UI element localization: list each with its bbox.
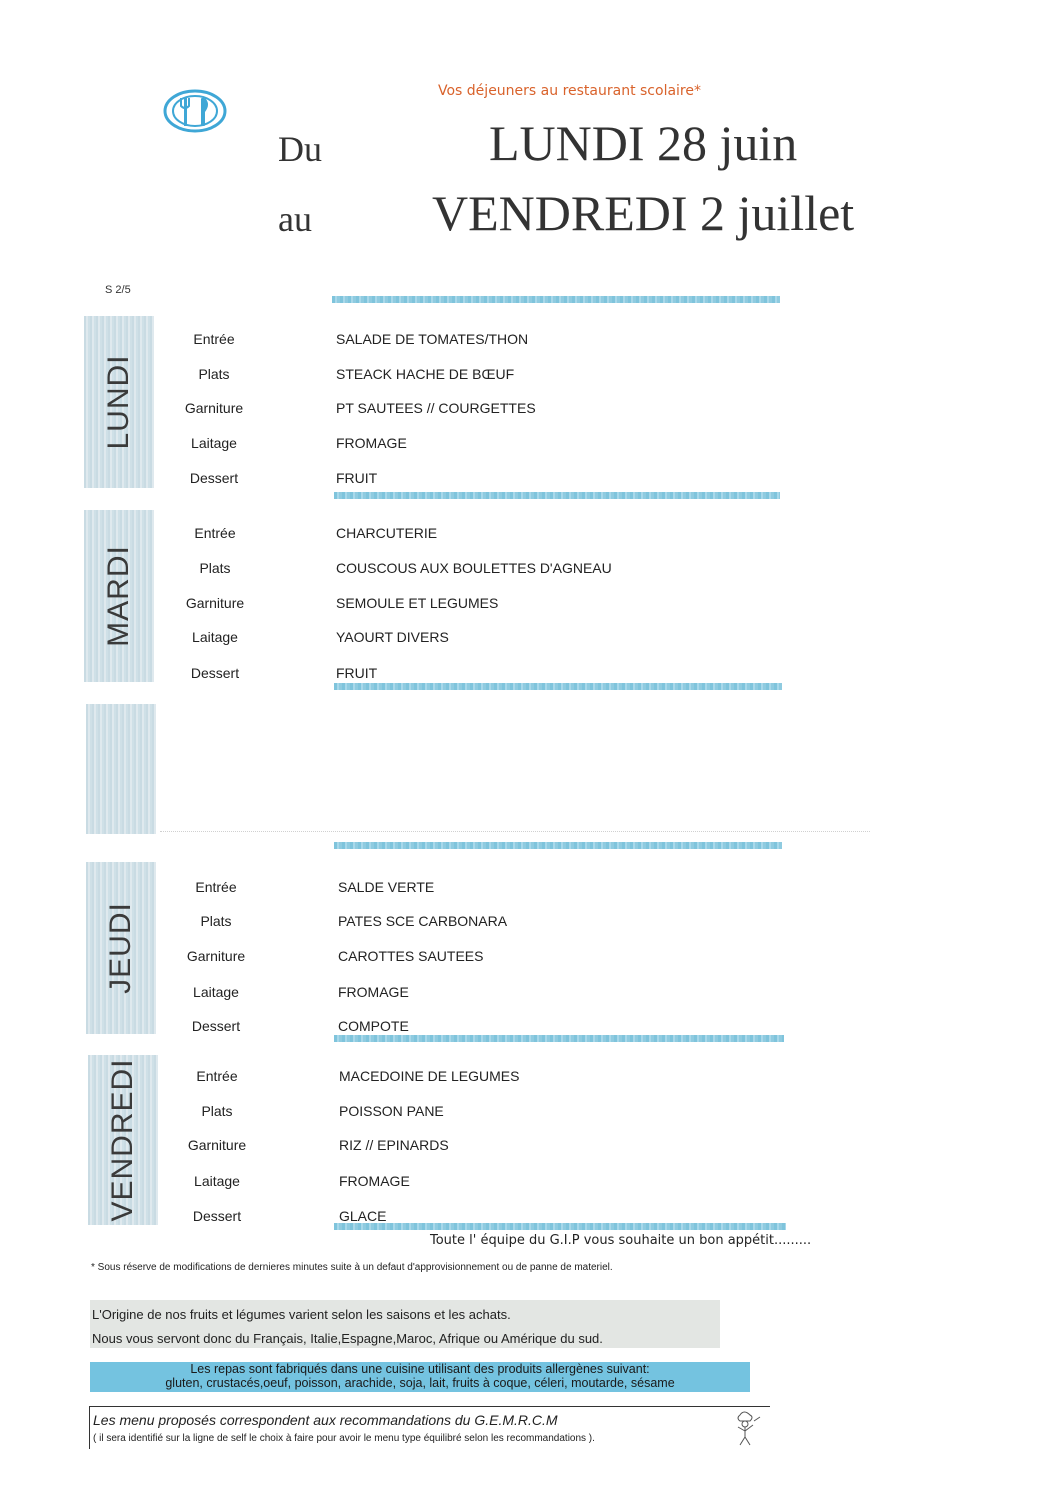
- day-box-vendredi: [88, 1055, 158, 1225]
- separator-bar: [334, 1223, 786, 1230]
- category-label: Entrée: [196, 1068, 238, 1084]
- week-code: S 2/5: [105, 284, 131, 296]
- category-label: Entrée: [193, 331, 235, 347]
- separator-bar: [332, 296, 780, 303]
- dish-name: FROMAGE: [339, 1173, 410, 1189]
- day-box-empty: [86, 704, 156, 834]
- category-label: Garniture: [184, 400, 244, 416]
- dish-name: FRUIT: [336, 470, 378, 486]
- gemrcm-line-2: ( il sera identifié sur la ligne de self le choix à faire pour avoir le menu type équilibré selon les recommandations ).: [93, 1433, 595, 1444]
- dish-name: MACEDOINE DE LEGUMES: [339, 1068, 520, 1084]
- category-label: Dessert: [189, 470, 239, 486]
- dish-name: SEMOULE ET LEGUMES: [336, 595, 499, 611]
- category-label: Plats: [200, 913, 232, 929]
- dish-name: COMPOTE: [338, 1018, 409, 1034]
- separator-bar: [334, 1035, 784, 1042]
- dish-name: SALDE VERTE: [338, 879, 435, 895]
- chef-illustration-icon: [726, 1409, 766, 1447]
- category-label: Plats: [201, 1103, 233, 1119]
- category-label: Plats: [199, 560, 231, 576]
- category-label: Laitage: [191, 435, 237, 451]
- dish-name: PT SAUTEES // COURGETTES: [336, 400, 536, 416]
- start-date: LUNDI 28 juin: [489, 115, 798, 171]
- day-label: LUNDI: [102, 354, 135, 450]
- category-label: Garniture: [185, 595, 245, 611]
- to-label: au: [278, 199, 312, 239]
- dotted-divider: [160, 831, 870, 832]
- day-box-mardi: [84, 510, 154, 682]
- category-label: Dessert: [190, 665, 240, 681]
- wish-message: Toute l' équipe du G.I.P vous souhaite un bon appétit.........: [430, 1233, 812, 1248]
- day-label: JEUDI: [104, 902, 137, 994]
- category-label: Garniture: [187, 1137, 247, 1153]
- separator-bar: [334, 683, 782, 690]
- dish-name: STEACK HACHE DE BŒUF: [336, 366, 515, 382]
- reserve-note: * Sous réserve de modifications de dernieres minutes suite à un defaut d'approvisionnement ou de panne de materiel.: [91, 1262, 613, 1273]
- dish-name: YAOURT DIVERS: [336, 629, 449, 645]
- dish-name: SALADE DE TOMATES/THON: [336, 331, 529, 347]
- dish-name: GLACE: [339, 1208, 387, 1224]
- dish-name: CAROTTES SAUTEES: [338, 948, 484, 964]
- day-label: VENDREDI: [106, 1058, 139, 1222]
- category-label: Dessert: [191, 1018, 241, 1034]
- gemrcm-line-1: Les menu proposés correspondent aux recommandations du G.E.M.R.C.M: [93, 1412, 558, 1428]
- day-box-jeudi: [86, 862, 156, 1034]
- allergen-line-2: gluten, crustacés,oeuf, poisson, arachide, soja, lait, fruits à coque, céleri, moutarde, sésame: [165, 1376, 675, 1390]
- dish-name: CHARCUTERIE: [336, 525, 438, 541]
- from-label: Du: [278, 129, 322, 169]
- dish-name: FROMAGE: [336, 435, 407, 451]
- dish-name: RIZ // EPINARDS: [339, 1137, 449, 1153]
- dish-name: FROMAGE: [338, 984, 409, 1000]
- dish-name: PATES SCE CARBONARA: [338, 913, 508, 929]
- dish-name: POISSON PANE: [339, 1103, 444, 1119]
- category-label: Entrée: [194, 525, 236, 541]
- end-date: VENDREDI 2 juillet: [432, 185, 855, 241]
- separator-bar: [334, 842, 782, 849]
- day-label: MARDI: [102, 545, 135, 647]
- category-label: Laitage: [194, 1173, 240, 1189]
- restaurant-logo-icon: [163, 88, 227, 134]
- separator-bar: [334, 492, 780, 499]
- origin-box: [90, 1300, 720, 1348]
- page-subtitle: Vos déjeuners au restaurant scolaire*: [438, 83, 701, 99]
- gemrcm-box: [89, 1406, 770, 1449]
- day-box-lundi: [84, 316, 154, 488]
- category-label: Garniture: [186, 948, 246, 964]
- category-label: Dessert: [192, 1208, 242, 1224]
- allergen-box: [90, 1362, 750, 1392]
- category-label: Laitage: [192, 629, 238, 645]
- dish-name: FRUIT: [336, 665, 378, 681]
- allergen-line-1: Les repas sont fabriqués dans une cuisine utilisant des produits allergènes suivant:: [190, 1362, 650, 1376]
- origin-line-1: L'Origine de nos fruits et légumes varient selon les saisons et les achats.: [92, 1307, 511, 1322]
- category-label: Laitage: [193, 984, 239, 1000]
- origin-line-2: Nous vous servont donc du Français, Italie,Espagne,Maroc, Afrique ou Amérique du sud.: [92, 1331, 603, 1346]
- dish-name: COUSCOUS AUX BOULETTES D'AGNEAU: [336, 560, 612, 576]
- category-label: Entrée: [195, 879, 237, 895]
- category-label: Plats: [198, 366, 230, 382]
